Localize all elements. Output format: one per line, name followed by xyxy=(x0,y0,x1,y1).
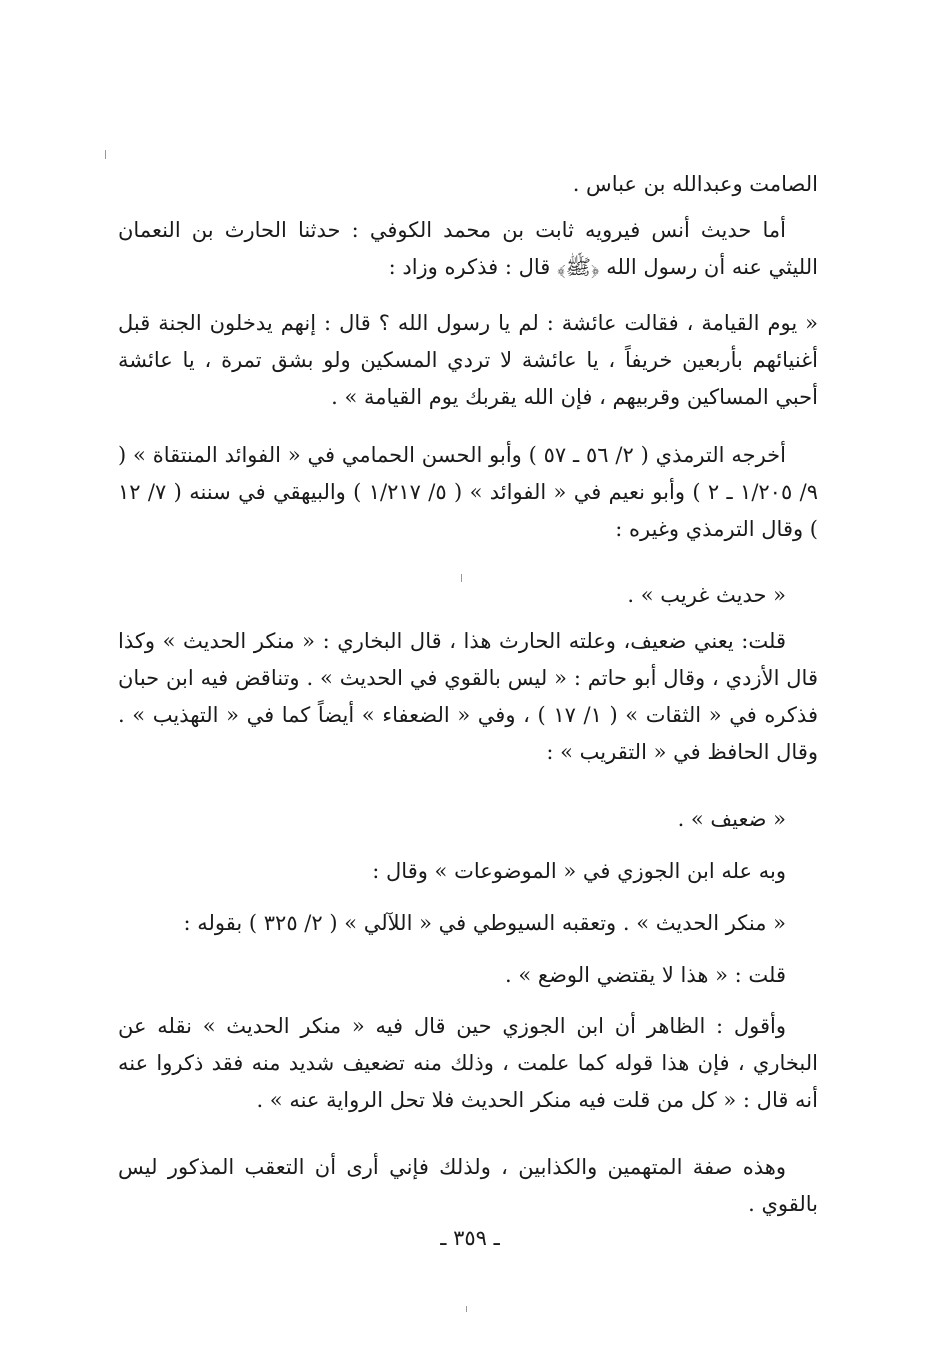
paragraph-2: أما حديث أنس فيرويه ثابت بن محمد الكوفي : حدثنا الحارث بن النعمان الليثي عنه أن رسول الله ﴿ﷺ﴾ قال : فذكره وزاد : xyxy=(118,218,818,279)
paragraph-1: الصامت وعبدالله بن عباس . xyxy=(572,172,818,196)
paragraph-10: قلت : « هذا لا يقتضي الوضع » . xyxy=(505,963,786,987)
paragraph-7-quote: « ضعيف » . xyxy=(677,807,786,831)
page-number: ـ ٣٥٩ ـ xyxy=(440,1226,500,1250)
paragraph-3-hadith-text: « يوم القيامة ، فقالت عائشة : لم يا رسول الله ؟ قال : إنهم يدخلون الجنة قبل أغنيائهم بأربعين خريفاً ، يا عائشة لا تردي المسكين ولو بشق تمرة ، يا عائشة أحبي المساكين وقربيهم ، فإن الله يقربك يوم القيامة » . xyxy=(118,311,818,409)
paragraph-6-commentary: قلت: يعني ضعيف، وعلته الحارث هذا ، قال البخاري : « منكر الحديث » وكذا قال الأزدي ، وقال أبو حاتم : « ليس بالقوي في الحديث » . وتناقض فيه ابن حبان فذكره في « الثقات » ( ١/ ١٧ ) ، وفي « الضعفاء » أيضاً كما في « التهذيب » . وقال الحافظ في « التقريب » : xyxy=(118,629,818,764)
scan-speck xyxy=(461,574,462,582)
scan-speck xyxy=(466,1306,467,1312)
paragraph-5-quote: « حديث غريب » . xyxy=(627,583,786,607)
paragraph-9: « منكر الحديث » . وتعقبه السيوطي في « اللآلي » ( ٢/ ٣٢٥ ) بقوله : xyxy=(183,911,786,935)
scan-speck xyxy=(105,150,106,159)
paragraph-4-takhrij: أخرجه الترمذي ( ٢/ ٥٦ ـ ٥٧ ) وأبو الحسن الحمامي في « الفوائد المنتقاة » ( ٩/ ١/٢٠٥ ـ ٢ ) وأبو نعيم في « الفوائد » ( ٥/ ١/٢١٧ ) والبيهقي في سننه ( ٧/ ١٢ ) وقال الترمذي وغيره : xyxy=(118,443,818,541)
paragraph-8: وبه عله ابن الجوزي في « الموضوعات » وقال : xyxy=(372,859,786,883)
paragraph-12: وهذه صفة المتهمين والكذابين ، ولذلك فإني أرى أن التعقب المذكور ليس بالقوي . xyxy=(118,1155,818,1216)
paragraph-11: وأقول : الظاهر أن ابن الجوزي حين قال فيه « منكر الحديث » نقله عن البخاري ، فإن هذا قوله كما علمت ، وذلك منه تضعيف شديد منه فقد ذكروا عنه أنه قال : « كل من قلت فيه منكر الحديث فلا تحل الرواية عنه » . xyxy=(118,1014,818,1112)
